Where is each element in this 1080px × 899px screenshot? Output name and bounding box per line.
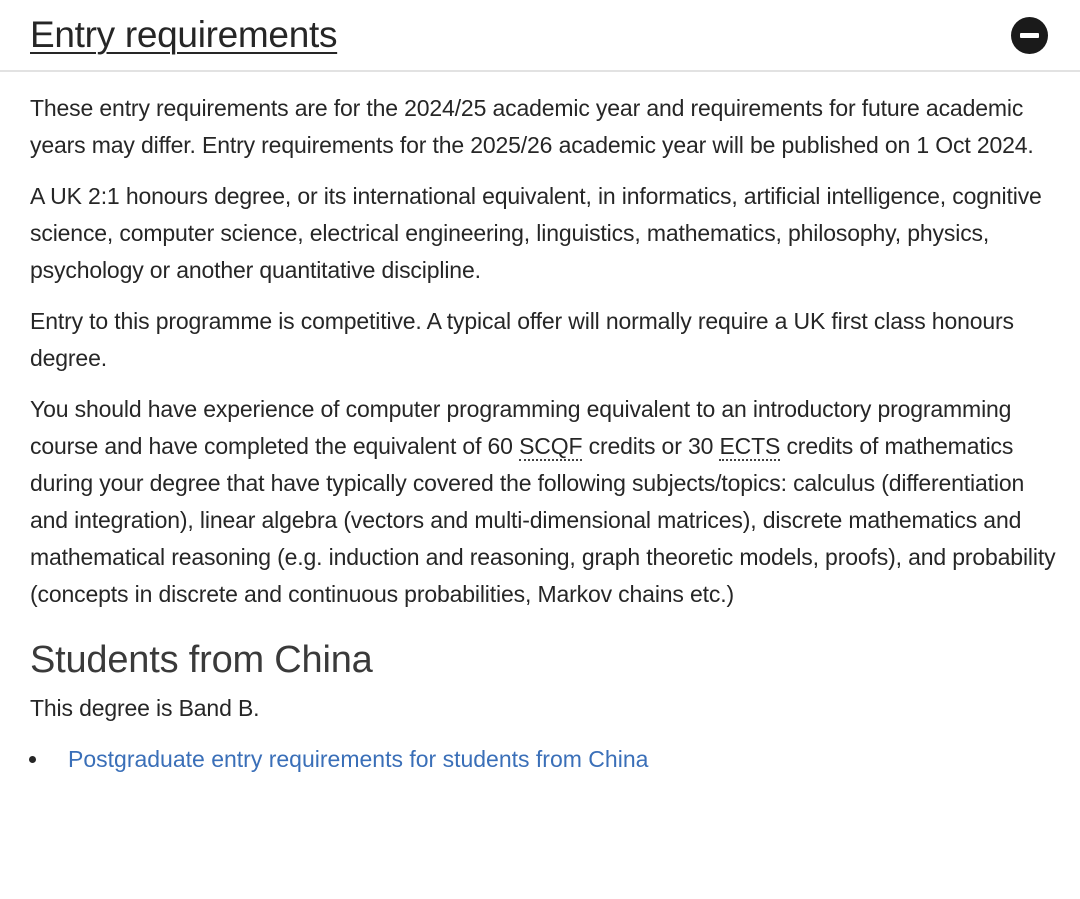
competitive-entry-paragraph: Entry to this programme is competitive. A typical offer will normally require a UK first class honours degree.: [30, 308, 1014, 371]
china-links-list: [30, 741, 1060, 778]
china-entry-requirements-link[interactable]: Postgraduate entry requirements for students from China: [68, 746, 649, 772]
scqf-abbreviation[interactable]: SCQF: [519, 433, 583, 459]
collapse-toggle-button[interactable]: [1011, 17, 1048, 54]
paragraph-text: credits or 30: [582, 433, 720, 459]
ects-abbreviation[interactable]: ECTS: [719, 433, 781, 459]
list-item: [50, 741, 1060, 778]
paragraph-text: credits of mathematics during your degree that have typically covered the following subjects/topics: calculus (differentiation and integration), linear algebra (vectors and multi-dimensional matrices), discrete mathematics and mathematical reasoning (e.g. induction and reasoning, graph theoretic models, proofs), and probability (concepts in discrete and continuous probabilities, Markov chains etc.): [30, 433, 1056, 607]
china-heading: Students from China: [30, 639, 373, 681]
degree-requirement-paragraph: A UK 2:1 honours degree, or its international equivalent, in informatics, artificial intelligence, cognitive science, computer science, electrical engineering, linguistics, mathematics, philosophy, physics, psychology or another quantitative discipline.: [30, 183, 1042, 283]
intro-paragraph: These entry requirements are for the 2024/25 academic year and requirements for future academic years may differ. Entry requirements for the 2025/26 academic year will be published on 1 Oct 2024.: [30, 95, 1034, 158]
accordion-header[interactable]: [0, 0, 1080, 72]
accordion-content: [30, 90, 1060, 778]
minus-circle-icon: [1020, 33, 1039, 38]
band-text: This degree is Band B.: [30, 695, 260, 721]
programming-math-paragraph: [30, 391, 1060, 613]
section-title[interactable]: Entry requirements: [30, 14, 338, 55]
paragraph-text: You should have experience of computer programming equivalent to an introductory programming course and have completed the equivalent of 60: [30, 396, 1012, 459]
